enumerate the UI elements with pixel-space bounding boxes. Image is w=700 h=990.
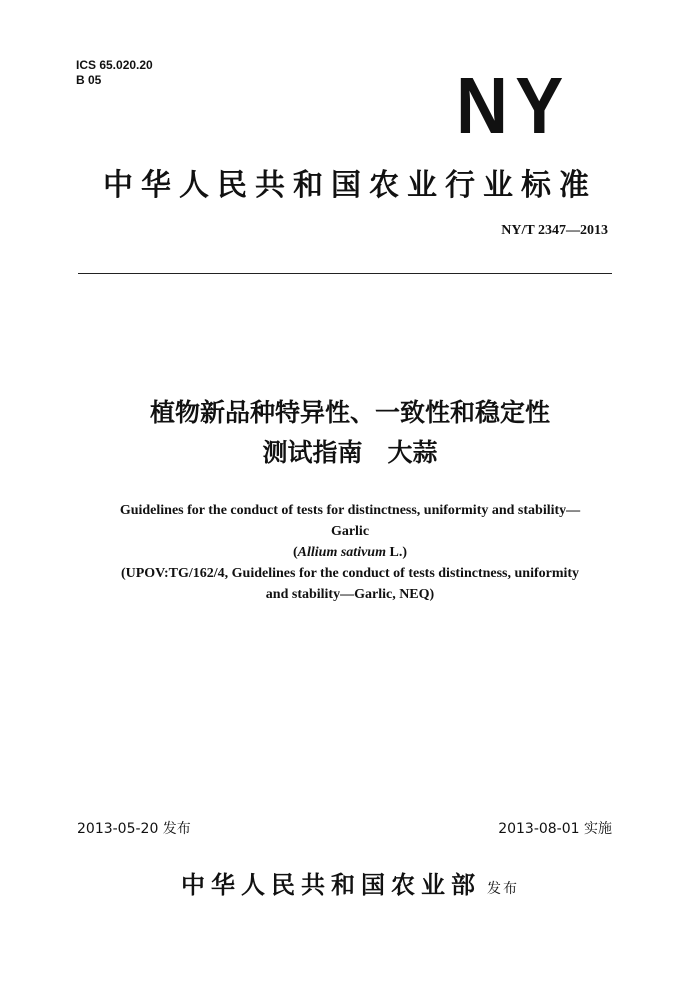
english-title-line-1: Guidelines for the conduct of tests for distinctness, uniformity and stability— — [119, 503, 581, 518]
header-divider — [78, 273, 612, 274]
standard-category-title: 中华人民共和国农业行业标准 — [103, 168, 597, 203]
issue-date: 2013-05-20 发布 — [77, 821, 191, 837]
english-reference-line-1: (UPOV:TG/162/4, Guidelines for the conduct of tests distinctness, uniformity — [120, 566, 580, 581]
issuer-action: 发布 — [487, 881, 519, 897]
chinese-title-line-2: 测试指南 大蒜 — [262, 438, 438, 467]
ics-code: ICS 65.020.20 — [76, 58, 153, 72]
latin-authority: L.) — [385, 545, 407, 560]
latin-name: Allium sativum — [297, 545, 386, 560]
ny-logo: NY — [456, 61, 571, 150]
english-title-line-2: Garlic — [330, 524, 370, 539]
latin-name-line — [40, 542, 660, 563]
issuer-line — [0, 865, 700, 900]
chinese-title-line-1: 植物新品种特异性、一致性和稳定性 — [149, 398, 550, 427]
english-reference-line-2: and stability—Garlic, NEQ) — [265, 587, 435, 602]
classification-codes — [76, 58, 153, 88]
standard-number: NY/T 2347—2013 — [501, 223, 608, 238]
latin-open-paren: ( — [293, 545, 298, 560]
english-title — [40, 500, 660, 605]
implementation-date: 2013-08-01 实施 — [498, 821, 612, 837]
issuer-name: 中华人民共和国农业部 — [181, 870, 481, 899]
ccs-code: B 05 — [76, 73, 102, 87]
chinese-title — [0, 393, 700, 473]
